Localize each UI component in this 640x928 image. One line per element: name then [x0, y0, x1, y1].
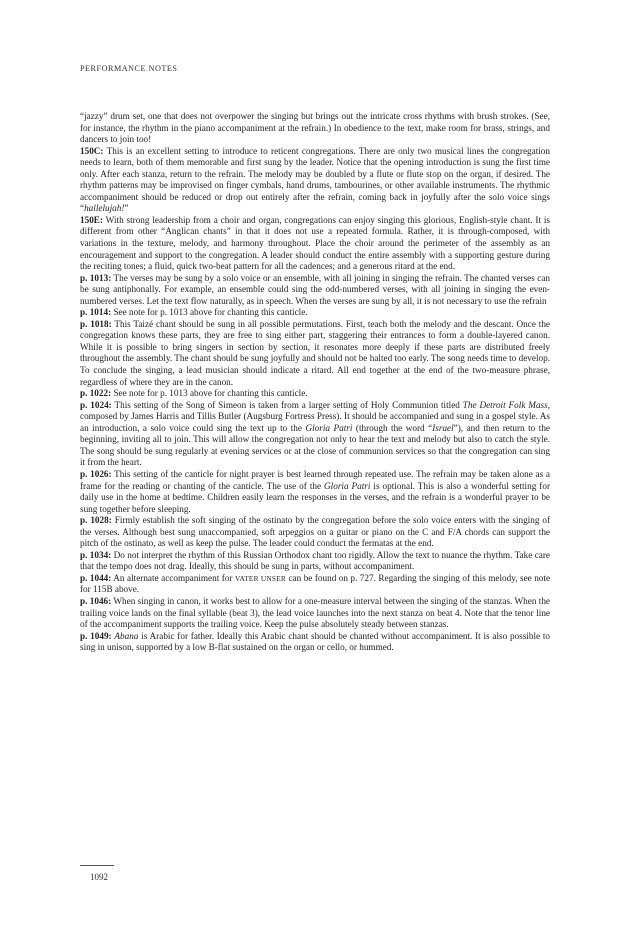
note-text: is Arabic for father. Ideally this Arabic chant should be chanted without accompaniment. It is also possible to sing in unison, supported by a low B-flat sustained on the organ or cello, or hummed. [80, 630, 550, 653]
page-number: 1092 [90, 872, 108, 882]
note-italic-text: hallelujah! [84, 203, 125, 214]
note-italic-text: The Detroit Folk Mass, [462, 399, 550, 410]
note-reference: p. 1046: [80, 595, 112, 606]
note-text: This is an excellent setting to introduce to reticent congregations. There are only two musical lines the congregation needs to learn, both of them memorable and first sung by the leader. Notice that the opening introduction is sung the first time only. After each stanza, return to the refrain. The melody may be doubled by a flute or flute stop on the organ, if desired. The rhythm patterns may be improvised on finger cymbals, hand drums, tambourines, or other available instruments. The rhythmic accompaniment should be reduced or drop out entirely after the refrain, coming back in joyfully after the solo voice sings “ [80, 145, 550, 214]
note-text: Do not interpret the rhythm of this Russian Orthodox chant too rigidly. Allow the text to nuance the rhythm. Take care that the tempo does not drag. Ideally, this should be sung in parts, without accompaniment. [80, 549, 550, 572]
note-text: Firmly establish the soft singing of the ostinato by the congregation before the solo voice enters with the singing of the verses. Although best sung unaccompanied, soft arpeggios on a guitar or piano on the C and F/A chords can support the pitch of the ostinato, as well as keep the pulse. The leader could conduct the fermatas at the end. [80, 515, 551, 549]
note-text: With strong leadership from a choir and organ, congregations can enjoy singing this glorious, English-style chant. It is different from other “Anglican chants” in that it does not use a repeated formula. Rather, it is through-composed, with variations in the texture, melody, and harmony throughout. Place the choir around the perimeter of the assembly as an encouragement and support to the congregation. A leader should conduct the entire assembly with a supporting gesture during the reciting tones; a fluid, quick two-beat pattern for all the cadences; and a generous ritard at the end. [80, 214, 550, 272]
note-text: When singing in canon, it works best to allow for a one-measure interval between the singing of the stanzas. When the trailing voice lands on the final syllable (beat 3), the lead voice launches into the next stanza on beat 4. Note that the tenor line of the accompaniment supports the trailing voice. Keep the pulse absolutely steady between stanzas. [80, 595, 551, 630]
note-text: is optional. This is also a wonderful setting for daily use in the home at bedtime. Children easily learn the responses in the verses, and the refrain is a wonderful prayer to be sung together before sleeping. [80, 480, 550, 514]
note-paragraph [80, 215, 550, 273]
note-reference: 150E: [80, 214, 103, 225]
note-paragraph [80, 146, 550, 215]
note-reference: p. 1034: [80, 549, 112, 560]
note-paragraph [80, 388, 550, 400]
note-text: can be found on p. 727. Regarding the singing of this melody, see note for 115B above. [80, 572, 551, 595]
note-text: ”), and then return to the beginning, inviting all to join. This will allow the congregation not only to hear the text and melody but also to catch the style. The song should be sung regularly at evening services or at the close of communion services so that the congregation can sing it from the heart. [80, 422, 551, 468]
note-reference: p. 1013: [80, 272, 112, 283]
note-text: “jazzy” drum set, one that does not overpower the singing but brings out the intricate cross rhythms with brush strokes. (See, for instance, the rhythm in the piano accompaniment at the refrain.) In obedience to the text, make room for brass, strings, and dancers to join too! [80, 111, 550, 145]
note-paragraph [80, 111, 550, 146]
note-reference: p. 1018: [80, 318, 112, 329]
note-text: This Taizé chant should be sung in all possible permutations. First, teach both the melody and the descant. Once the congregation knows these parts, they are free to sing either part, staggering their entrances to form a double-layered canon. While it is possible to bring singers in section by section, it resonates more deeply if these parts are distributed freely throughout the assembly. The chant should be sung joyfully and should not be halted too early. The song needs time to develop. To conclude the singing, a lead musician should indicate a ritard. All end together at the end of the two-measure phrase, regardless of where they are in the canon. [80, 318, 550, 387]
note-text: An alternate accompaniment for [111, 572, 235, 583]
note-paragraph [80, 400, 550, 469]
running-head: PERFORMANCE NOTES [80, 64, 178, 73]
note-reference: 150C: [80, 145, 104, 156]
note-italic-text: Gloria Patri [305, 422, 353, 433]
note-text: composed by James Harris and Tillis Butler (Augsburg Fortress Press). It should be accompanied and sung in a gospel style. As an introduction, a solo voice could sing the text up to the [80, 411, 550, 433]
note-text: See note for p. 1013 above for chanting this canticle. [111, 307, 308, 318]
note-paragraph [80, 631, 550, 654]
note-paragraph [80, 469, 550, 515]
note-paragraph [80, 515, 550, 550]
note-paragraph [80, 550, 550, 573]
note-paragraph [80, 573, 550, 596]
note-reference: p. 1026: [80, 468, 112, 479]
note-reference: p. 1049: [80, 630, 112, 641]
note-text: The verses may be sung by a solo voice or an ensemble, with all joining in singing the refrain. The chanted verses can be sung antiphonally. For example, an ensemble could sing the odd-numbered verses, with all joining in singing the even-numbered verses. Let the text flow naturally, as in speech. When the verses are sung by all, it is not necessary to use the refrain [80, 272, 550, 306]
note-paragraph [80, 596, 550, 631]
footer-rule [80, 865, 114, 866]
note-paragraph [80, 273, 550, 308]
note-text: ” [124, 203, 129, 214]
note-reference: p. 1014: [80, 307, 112, 318]
note-text: See note for p. 1013 above for chanting this canticle. [111, 388, 308, 399]
note-paragraph [80, 307, 550, 319]
note-text: (through the word “ [352, 422, 433, 433]
note-reference: p. 1044: [80, 572, 112, 583]
note-italic-text: Israel [432, 422, 454, 433]
note-reference: p. 1028: [80, 515, 112, 526]
note-italic-text: Gloria Patri [324, 480, 371, 491]
performance-notes-body [80, 111, 550, 654]
note-paragraph [80, 319, 550, 388]
note-italic-text: Abana [114, 630, 139, 641]
note-reference: p. 1022: [80, 388, 112, 399]
note-smallcaps-text: VATER UNSER [234, 573, 286, 583]
note-text: This setting of the Song of Simeon is taken from a larger setting of Holy Communion titled [111, 399, 463, 410]
note-reference: p. 1024: [80, 399, 112, 410]
note-text: This setting of the canticle for night prayer is best learned through repeated use. The refrain may be taken alone as a frame for the reading or chanting of the canticle. The use of the [80, 468, 550, 491]
